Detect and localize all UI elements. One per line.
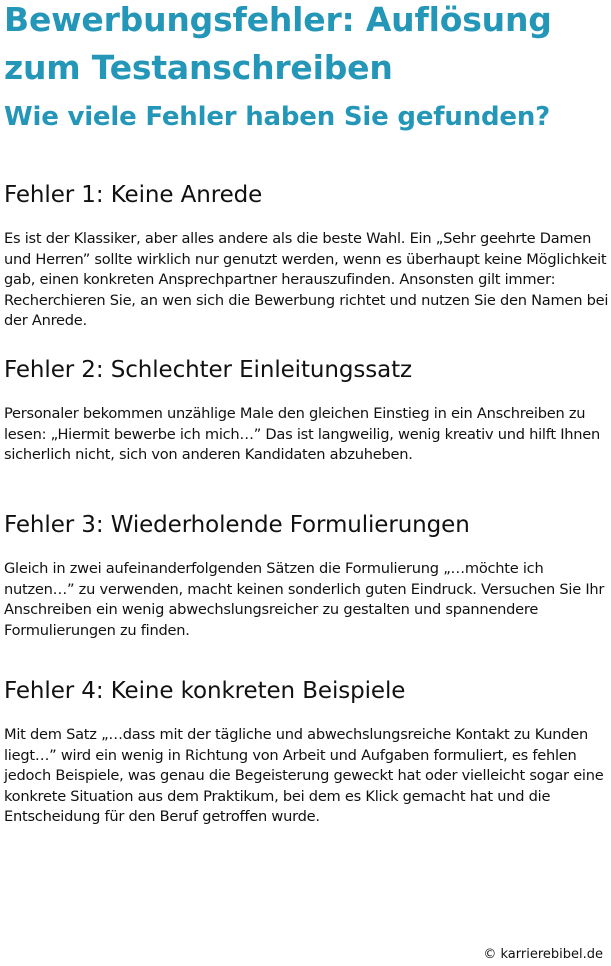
section-body: Personaler bekommen unzählige Male den gleichen Einstieg in ein Anschreiben zu lesen: „Hiermit bewerbe ich mich…” Das ist langweilig, wenig kreativ und hilft Ihnen sicherlich nicht, sich von anderen Kandidaten abzuheben.	[4, 405, 601, 463]
section-body: Mit dem Satz „…dass mit der tägliche und abwechslungsreiche Kontakt zu Kunden liegt…” wird ein wenig in Richtung von Arbeit und Aufgaben formuliert, es fehlen jedoch Beispiele, was genau die Begeisterung geweckt hat oder vielleicht sogar eine konkrete Situation aus dem Praktikum, bei dem es Klick gemacht hat und die Entscheidung für den Beruf getroffen wurde.	[4, 726, 604, 825]
section-body: Gleich in zwei aufeinanderfolgenden Sätzen die Formulierung „…möchte ich nutzen…” zu verwenden, macht keinen sonderlich guten Eindruck. Versuchen Sie Ihr Anschreiben ein wenig abwechslungsreicher zu gestalten und spannendere Formulierungen zu finden.	[4, 560, 605, 639]
section-heading: Fehler 1: Keine Anrede	[4, 182, 263, 208]
section-heading: Fehler 3: Wiederholende Formulierungen	[4, 512, 470, 538]
page-subtitle: Wie viele Fehler haben Sie gefunden?	[4, 102, 551, 132]
copyright-credit: © karrierebibel.de	[483, 947, 603, 962]
page-title-line-1: Bewerbungsfehler: Auflösung	[4, 0, 552, 39]
page-title-line-2: zum Testanschreiben	[4, 48, 393, 87]
header	[4, 0, 552, 134]
section-heading: Fehler 2: Schlechter Einleitungssatz	[4, 357, 412, 383]
section-fehler-1	[4, 180, 610, 332]
section-fehler-4	[4, 676, 610, 828]
section-fehler-2	[4, 355, 610, 466]
section-heading: Fehler 4: Keine konkreten Beispiele	[4, 678, 406, 704]
section-fehler-3	[4, 510, 610, 641]
section-body: Es ist der Klassiker, aber alles andere als die beste Wahl. Ein „Sehr geehrte Damen und Herren” sollte wirklich nur genutzt werden, wenn es überhaupt keine Möglichkeit gab, einen konkreten Ansprechpartner herauszufinden. Ansonsten gilt immer: Recherchieren Sie, an wen sich die Bewerbung richtet und nutzen Sie den Namen bei der Anrede.	[4, 230, 609, 329]
page-title	[4, 0, 552, 92]
